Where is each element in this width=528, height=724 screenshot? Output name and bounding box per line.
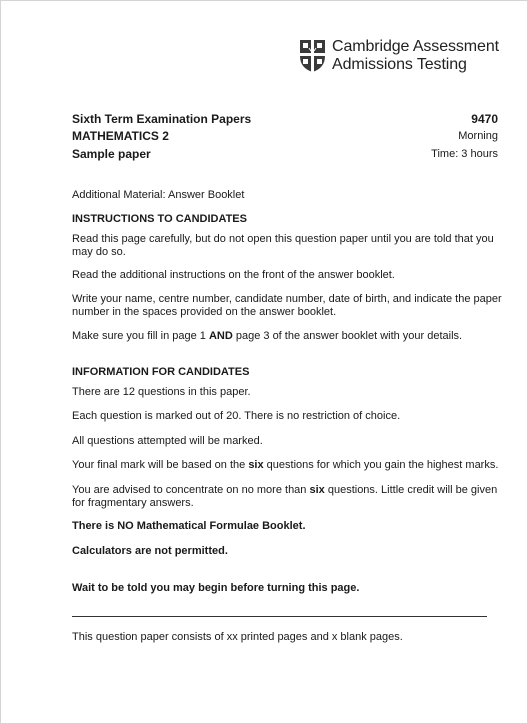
page-count-note: This question paper consists of xx printed pages and x blank pages. — [72, 631, 403, 643]
exam-title: Sixth Term Examination Papers — [72, 112, 252, 126]
calculator-notice: Calculators are not permitted. — [72, 545, 228, 557]
logo-text-line2: Admissions Testing — [332, 56, 467, 73]
instruction-text: Write your name, centre number, candidate number, date of birth, and indicate the paper — [72, 293, 502, 305]
shield-icon — [299, 39, 326, 73]
information-text: You are advised to concentrate on no more than six questions. Little credit will be given — [72, 484, 498, 496]
divider — [72, 616, 487, 617]
paper-code: 9470 — [471, 112, 498, 126]
instruction-text: may do so. — [72, 246, 126, 258]
information-text: Your final mark will be based on the six questions for which you gain the highest marks. — [72, 459, 499, 471]
information-text: Each question is marked out of 20. There is no restriction of choice. — [72, 410, 401, 422]
time-allowed: Time: 3 hours — [431, 148, 498, 160]
instruction-text: Read this page carefully, but do not open this question paper until you are told that you — [72, 233, 494, 245]
instruction-text: Read the additional instructions on the front of the answer booklet. — [72, 269, 395, 281]
instruction-text: number in the spaces provided on the answer booklet. — [72, 306, 337, 318]
information-heading: INFORMATION FOR CANDIDATES — [72, 366, 250, 378]
logo-text-line1: Cambridge Assessment — [332, 38, 499, 55]
paper-type: Sample paper — [72, 147, 151, 161]
information-text: for fragmentary answers. — [72, 497, 194, 509]
formulae-notice: There is NO Mathematical Formulae Booklet. — [72, 520, 306, 532]
subject-title: MATHEMATICS 2 — [72, 129, 169, 143]
instructions-heading: INSTRUCTIONS TO CANDIDATES — [72, 213, 247, 225]
instruction-text: Make sure you fill in page 1 AND page 3 of the answer booklet with your details. — [72, 330, 463, 342]
information-text: All questions attempted will be marked. — [72, 435, 263, 447]
wait-notice: Wait to be told you may begin before turning this page. — [72, 582, 360, 594]
information-text: There are 12 questions in this paper. — [72, 386, 251, 398]
cambridge-logo — [299, 39, 504, 79]
additional-material: Additional Material: Answer Booklet — [72, 189, 245, 201]
session-label: Morning — [458, 130, 498, 142]
